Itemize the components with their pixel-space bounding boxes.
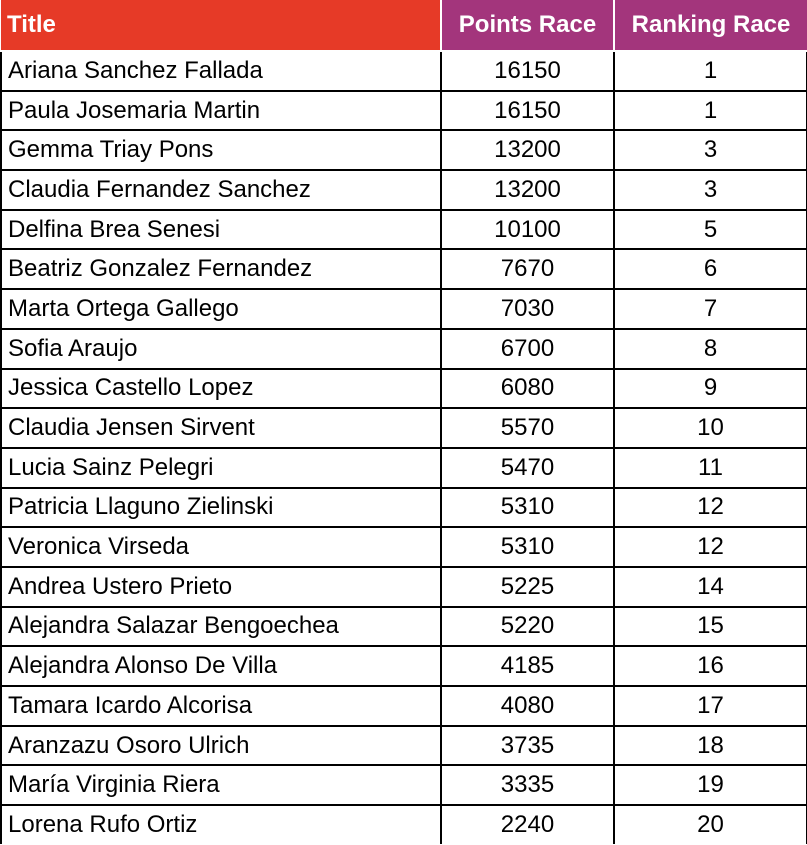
table-row bbox=[1, 329, 807, 369]
points-cell: 3335 bbox=[441, 765, 614, 805]
table-row bbox=[1, 686, 807, 726]
ranking-cell: 15 bbox=[614, 607, 807, 647]
ranking-cell: 12 bbox=[614, 527, 807, 567]
table-row bbox=[1, 765, 807, 805]
player-name-cell: Andrea Ustero Prieto bbox=[1, 567, 441, 607]
table-row bbox=[1, 130, 807, 170]
table-row bbox=[1, 607, 807, 647]
ranking-cell: 14 bbox=[614, 567, 807, 607]
ranking-cell: 18 bbox=[614, 726, 807, 766]
player-name-cell: Beatriz Gonzalez Fernandez bbox=[1, 249, 441, 289]
table-row bbox=[1, 51, 807, 91]
player-name-cell: Gemma Triay Pons bbox=[1, 130, 441, 170]
points-cell: 10100 bbox=[441, 210, 614, 250]
ranking-cell: 1 bbox=[614, 51, 807, 91]
table-row bbox=[1, 170, 807, 210]
player-name-cell: Paula Josemaria Martin bbox=[1, 91, 441, 131]
table-row bbox=[1, 369, 807, 409]
player-name-cell: Ariana Sanchez Fallada bbox=[1, 51, 441, 91]
table-row bbox=[1, 527, 807, 567]
points-cell: 7670 bbox=[441, 249, 614, 289]
points-cell: 6700 bbox=[441, 329, 614, 369]
ranking-cell: 19 bbox=[614, 765, 807, 805]
player-name-cell: Jessica Castello Lopez bbox=[1, 369, 441, 409]
column-header-title: Title bbox=[1, 0, 441, 51]
player-name-cell: Alejandra Alonso De Villa bbox=[1, 646, 441, 686]
points-cell: 5310 bbox=[441, 527, 614, 567]
points-cell: 7030 bbox=[441, 289, 614, 329]
table-body bbox=[1, 51, 807, 844]
table-row bbox=[1, 646, 807, 686]
table-row bbox=[1, 567, 807, 607]
player-name-cell: Lucia Sainz Pelegri bbox=[1, 448, 441, 488]
player-name-cell: Delfina Brea Senesi bbox=[1, 210, 441, 250]
points-cell: 5225 bbox=[441, 567, 614, 607]
table-row bbox=[1, 805, 807, 844]
points-cell: 5310 bbox=[441, 488, 614, 528]
column-header-points: Points Race bbox=[441, 0, 614, 51]
player-name-cell: Claudia Jensen Sirvent bbox=[1, 408, 441, 448]
ranking-cell: 16 bbox=[614, 646, 807, 686]
player-name-cell: Patricia Llaguno Zielinski bbox=[1, 488, 441, 528]
ranking-cell: 6 bbox=[614, 249, 807, 289]
player-name-cell: Tamara Icardo Alcorisa bbox=[1, 686, 441, 726]
ranking-cell: 1 bbox=[614, 91, 807, 131]
player-name-cell: Lorena Rufo Ortiz bbox=[1, 805, 441, 844]
player-name-cell: Veronica Virseda bbox=[1, 527, 441, 567]
column-header-ranking: Ranking Race bbox=[614, 0, 807, 51]
header-row bbox=[1, 0, 807, 51]
table-row bbox=[1, 210, 807, 250]
points-cell: 13200 bbox=[441, 170, 614, 210]
points-cell: 2240 bbox=[441, 805, 614, 844]
player-name-cell: Sofia Araujo bbox=[1, 329, 441, 369]
ranking-cell: 11 bbox=[614, 448, 807, 488]
player-name-cell: Marta Ortega Gallego bbox=[1, 289, 441, 329]
table-row bbox=[1, 289, 807, 329]
points-cell: 4185 bbox=[441, 646, 614, 686]
table-row bbox=[1, 488, 807, 528]
ranking-cell: 12 bbox=[614, 488, 807, 528]
points-cell: 3735 bbox=[441, 726, 614, 766]
ranking-cell: 7 bbox=[614, 289, 807, 329]
table-row bbox=[1, 408, 807, 448]
ranking-cell: 3 bbox=[614, 130, 807, 170]
ranking-cell: 3 bbox=[614, 170, 807, 210]
ranking-cell: 9 bbox=[614, 369, 807, 409]
points-cell: 5470 bbox=[441, 448, 614, 488]
points-cell: 6080 bbox=[441, 369, 614, 409]
points-cell: 16150 bbox=[441, 91, 614, 131]
ranking-cell: 8 bbox=[614, 329, 807, 369]
player-name-cell: Alejandra Salazar Bengoechea bbox=[1, 607, 441, 647]
ranking-cell: 5 bbox=[614, 210, 807, 250]
player-name-cell: María Virginia Riera bbox=[1, 765, 441, 805]
table-row bbox=[1, 726, 807, 766]
table-row bbox=[1, 91, 807, 131]
player-name-cell: Claudia Fernandez Sanchez bbox=[1, 170, 441, 210]
ranking-cell: 10 bbox=[614, 408, 807, 448]
table-row bbox=[1, 249, 807, 289]
player-name-cell: Aranzazu Osoro Ulrich bbox=[1, 726, 441, 766]
ranking-cell: 17 bbox=[614, 686, 807, 726]
ranking-cell: 20 bbox=[614, 805, 807, 844]
points-cell: 4080 bbox=[441, 686, 614, 726]
points-cell: 16150 bbox=[441, 51, 614, 91]
points-cell: 5570 bbox=[441, 408, 614, 448]
points-cell: 5220 bbox=[441, 607, 614, 647]
points-cell: 13200 bbox=[441, 130, 614, 170]
table-row bbox=[1, 448, 807, 488]
